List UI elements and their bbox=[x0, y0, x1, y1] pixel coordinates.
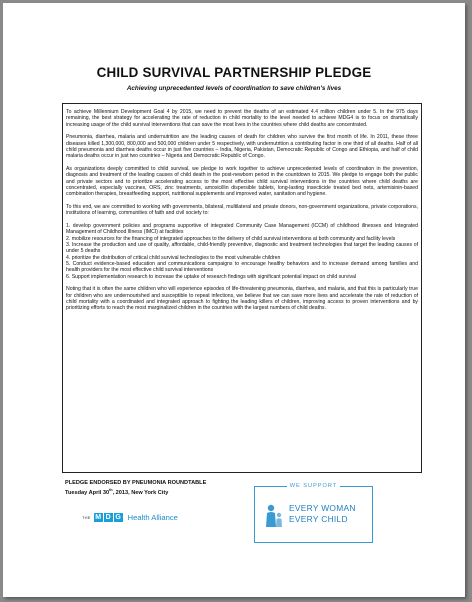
mdg-health-alliance-logo bbox=[82, 513, 178, 522]
endorsement-line: PLEDGE ENDORSED BY PNEUMONIA ROUNDTABLE bbox=[65, 480, 207, 486]
document-page bbox=[3, 3, 465, 597]
every-woman-every-child-logo bbox=[254, 483, 373, 543]
paragraph-4: To this end, we are committed to working with governments, bilateral, multilateral and private donors, non-government organizations, private corporations, institutions of learning, communities of faith and civil society to: bbox=[66, 204, 418, 217]
ewec-name: EVERY WOMAN EVERY CHILD bbox=[289, 503, 356, 524]
list-item: 5. Conduct evidence-based education and communications campaigns to encourage healthy behaviors and to increase demand among families and health providers for the most effective child survival interventions bbox=[66, 260, 418, 274]
closing-paragraph: Noting that it is often the same children who will experience episodes of life-threatening pneumonia, diarrhea, and malaria, and that this is particularly true for children who are undernourished and susceptible to repeat infections, we believe that we can save more lives and accelerate the rate of reduction of child mortality with a coordinated and integrated approach to fighting the leading killers of children, improving access to proven interventions and by prioritizing efforts to reach the most marginalized children in the countries with the largest numbers of child deaths. bbox=[66, 286, 418, 312]
mdg-suffix: Health Alliance bbox=[127, 513, 178, 522]
list-item: 4. prioritize the distribution of critical child survival technologies to the most vulnerable children bbox=[66, 254, 281, 261]
list-item: 1. develop government policies and programs supportive of integrated Community Case Management (ICCM) of childhood illnesses and Integrated Management of Childhood Illness (IMCI) at facilities bbox=[66, 223, 418, 236]
mdg-letter-tile: M bbox=[95, 514, 102, 521]
we-support-label: WE SUPPORT bbox=[255, 483, 372, 489]
page-title: CHILD SURVIVAL PARTNERSHIP PLEDGE bbox=[96, 65, 372, 80]
mdg-tiles bbox=[94, 513, 123, 522]
mdg-letter-tile: D bbox=[105, 514, 111, 521]
endorsement-block bbox=[65, 480, 206, 496]
mdg-prefix: THE bbox=[82, 515, 91, 520]
endorsement-date: Tuesday April 30th, 2013, New York City bbox=[65, 487, 169, 496]
pledge-text-box bbox=[62, 103, 422, 473]
list-item: 3. Increase the production and use of quality, affordable, child-friendly preventive, diagnostic and treatment technologies that target the leading causes of under 5 deaths bbox=[66, 242, 418, 255]
list-item: 2. mobilize resources for the financing of integrated approaches to the delivery of child survival interventions at both community and facility levels bbox=[66, 235, 396, 242]
page-subtitle: Achieving unprecedented levels of coordination to save children's lives bbox=[126, 85, 342, 92]
commitment-list bbox=[66, 223, 418, 280]
paragraph-1: To achieve Millennium Development Goal 4 by 2015, we need to prevent the deaths of an estimated 4.4 million children under 5. In the 975 days remaining, the best strategy for accelerating the rate of reduction in child mortality to the level needed to achieve MDG4 is to focus on dramatically increasing usage of the child survival interventions that can save the most lives in the countries where child deaths are concentrated. bbox=[66, 109, 418, 128]
mdg-letter-tile: G bbox=[115, 514, 121, 521]
list-item: 6. Support implementation research to increase the uptake of research findings with significant potential impact on child survival bbox=[66, 273, 357, 280]
mother-child-icon bbox=[264, 503, 284, 529]
paragraph-2: Pneumonia, diarrhea, malaria and undernutrition are the leading causes of death for children who survive the first month of life. In 2011, these three diseases killed 1,300,000, 800,000 and 500,000 children under 5 respectively, with undernutrition a contributing factor in one third of all deaths. Half of all child pneumonia and diarrhea deaths occur in just five countries – India, Nigeria, Pakistan, Democratic Republic of Congo and Ethiopia, and half of child malaria deaths occur in just two countries – Nigeria and Democratic Republic of Congo. bbox=[66, 134, 418, 160]
paragraph-3: As organizations deeply committed to child survival, we pledge to work together to achieve unprecedented levels of coordination in the prevention, diagnosis and treatment of the leading causes of child death in the post-newborn period in the countdown to 2015. We pledge to engage both the public and private sectors and to prioritize accelerating access to the most effective child survival interventions in the countries where child deaths are concentrated, especially vaccines, ORS, zinc treatments, amoxicillin dispersible tablets, long-lasting insecticide treated bed nets, artemisinin-based combination therapies, breastfeeding support, nutritional supplements and improved water, sanitation and hygiene. bbox=[66, 166, 418, 198]
